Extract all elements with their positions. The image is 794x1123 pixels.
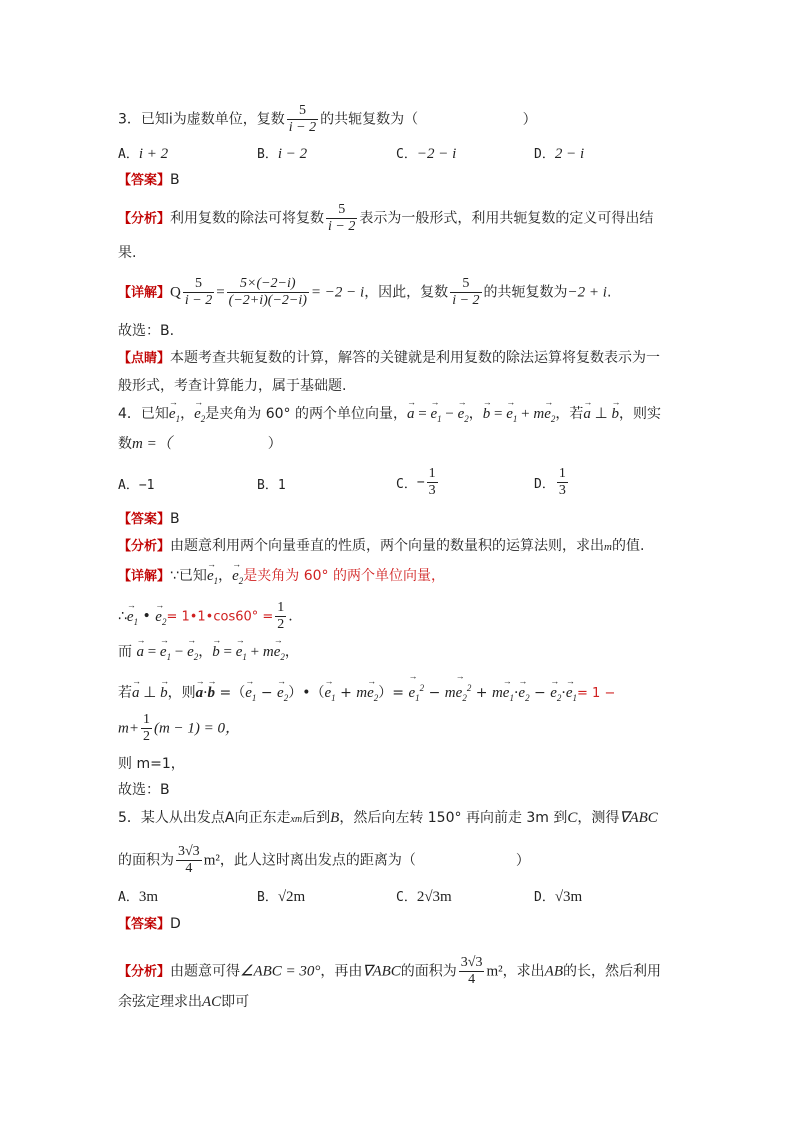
q3-stem: 3．已知i为虚数单位，复数 $\frac{5}{i - 2}$ 的共轭复数为（ ） [118, 103, 537, 135]
q3-detail: 【详解】Q $\frac{5}{i - 2}$ = $\frac{5\times(-2-i)}{(-2+i)(-2-i)}$ = −2 − i，因此，复数 $\frac{5}{i - 2}$ 的共轭复数为−2 + i. [118, 276, 612, 308]
q3-analysis: 【分析】利用复数的除法可将复数 $\frac{5}{i - 2}$ 表示为一般形式，利用共轭复数的定义可得出结 [118, 202, 654, 234]
q3-analysis-line2: 果. [118, 245, 137, 261]
q4-stem-line2: 数m =（ ） [118, 436, 282, 452]
q5-analysis: 【分析】由题意可得∠ABC = 30°，再由∇ABC的面积为 $\frac{3√3}{4}$ m²，求出AB的长，然后利用 [118, 955, 661, 987]
q4-option-d: D． $\frac{1}{3}$ [534, 466, 566, 498]
q3-detail-big-fraction: $\frac{5\times(-2-i)}{(-2+i)(-2-i)}$ [228, 276, 307, 308]
q3-stem-text: 3．已知i为虚数单位，复数 [118, 111, 285, 128]
q4-then: 则 m=1， [118, 756, 185, 772]
q3-option-d: D．2 − i [534, 146, 585, 162]
q4-option-c: C．− $\frac{1}{3}$ [396, 466, 436, 498]
q5-answer: 【答案】D [118, 916, 181, 932]
q4-expansion: 若→ a ⊥ → b，则→ a·→ b =（→ $e_1$ − → $e_2)•(\to e_1 + m\to e_2)= \to e_1^2 - m\to e_2^2 + m\to e_1\cdot\to e_2$ − → $e_2\cdot\to e_1= 1$ − [118, 678, 615, 708]
q5-option-d: D．√3m [534, 889, 583, 905]
q3-comment-line2: 般形式，考查计算能力，属于基础题. [118, 378, 347, 394]
q3-choose: 故选：B. [118, 323, 175, 339]
q4-m-equation: m+ $\frac{1}{2}$ (m − 1) = 0， [118, 712, 241, 744]
q5-stem-line2: 的面积为 $\frac{3√3}{4}$ m²，此人这时离出发点的距离为（ ） [118, 844, 530, 876]
q5-option-c: C．2√3m [396, 889, 452, 905]
q5-option-a: A．3m [118, 889, 158, 905]
q5-option-b: B．√2m [257, 889, 306, 905]
q3-answer: 【答案】B [118, 172, 180, 188]
q4-option-a: A．−1 [118, 478, 155, 493]
q3-option-a: A．i + 2 [118, 146, 169, 162]
q3-option-b: B．i − 2 [257, 146, 308, 162]
q4-answer: 【答案】B [118, 511, 180, 527]
q4-vectors: 而 → a = → $e_1$ − → $e_2$，→ b = → $e_1 + m\to e_2$， [118, 642, 299, 667]
q4-stem: 4．已知→ $e_1$，→ $e_2$是夹角为 60° 的两个单位向量，→ a = → $e_1$ − → $e_2$，→ b = → $e_1 + m\to e_2$，若→ a ⊥ → b，则实 [118, 404, 661, 429]
q4-dot-product: ∴→ $e_1$ • → $e_2=$ 1•1•cos60° = $\frac{1}{2}$ . [118, 600, 293, 633]
q4-detail: 【详解】∵已知→ $e_1$，→ $e_2$是夹角为 60° 的两个单位向量， [118, 566, 445, 591]
q4-analysis: 【分析】由题意利用两个向量垂直的性质，两个向量的数量积的运算法则，求出m的值. [118, 538, 645, 554]
q5-analysis-line2: 余弦定理求出AC即可 [118, 994, 250, 1010]
q5-stem: 5．某人从出发点A向正东走xm后到B，然后向左转 150° 再向前走 3m 到C，测得∇ABC [118, 810, 658, 826]
q3-option-c: C．−2 − i [396, 146, 457, 162]
q4-choose: 故选：B [118, 782, 170, 798]
q4-option-b: B．1 [257, 478, 286, 493]
q3-comment: 【点睛】本题考查共轭复数的计算，解答的关键就是利用复数的除法运算将复数表示为一 [118, 350, 661, 366]
q3-fraction: $\frac{5}{i - 2}$ [288, 103, 317, 135]
